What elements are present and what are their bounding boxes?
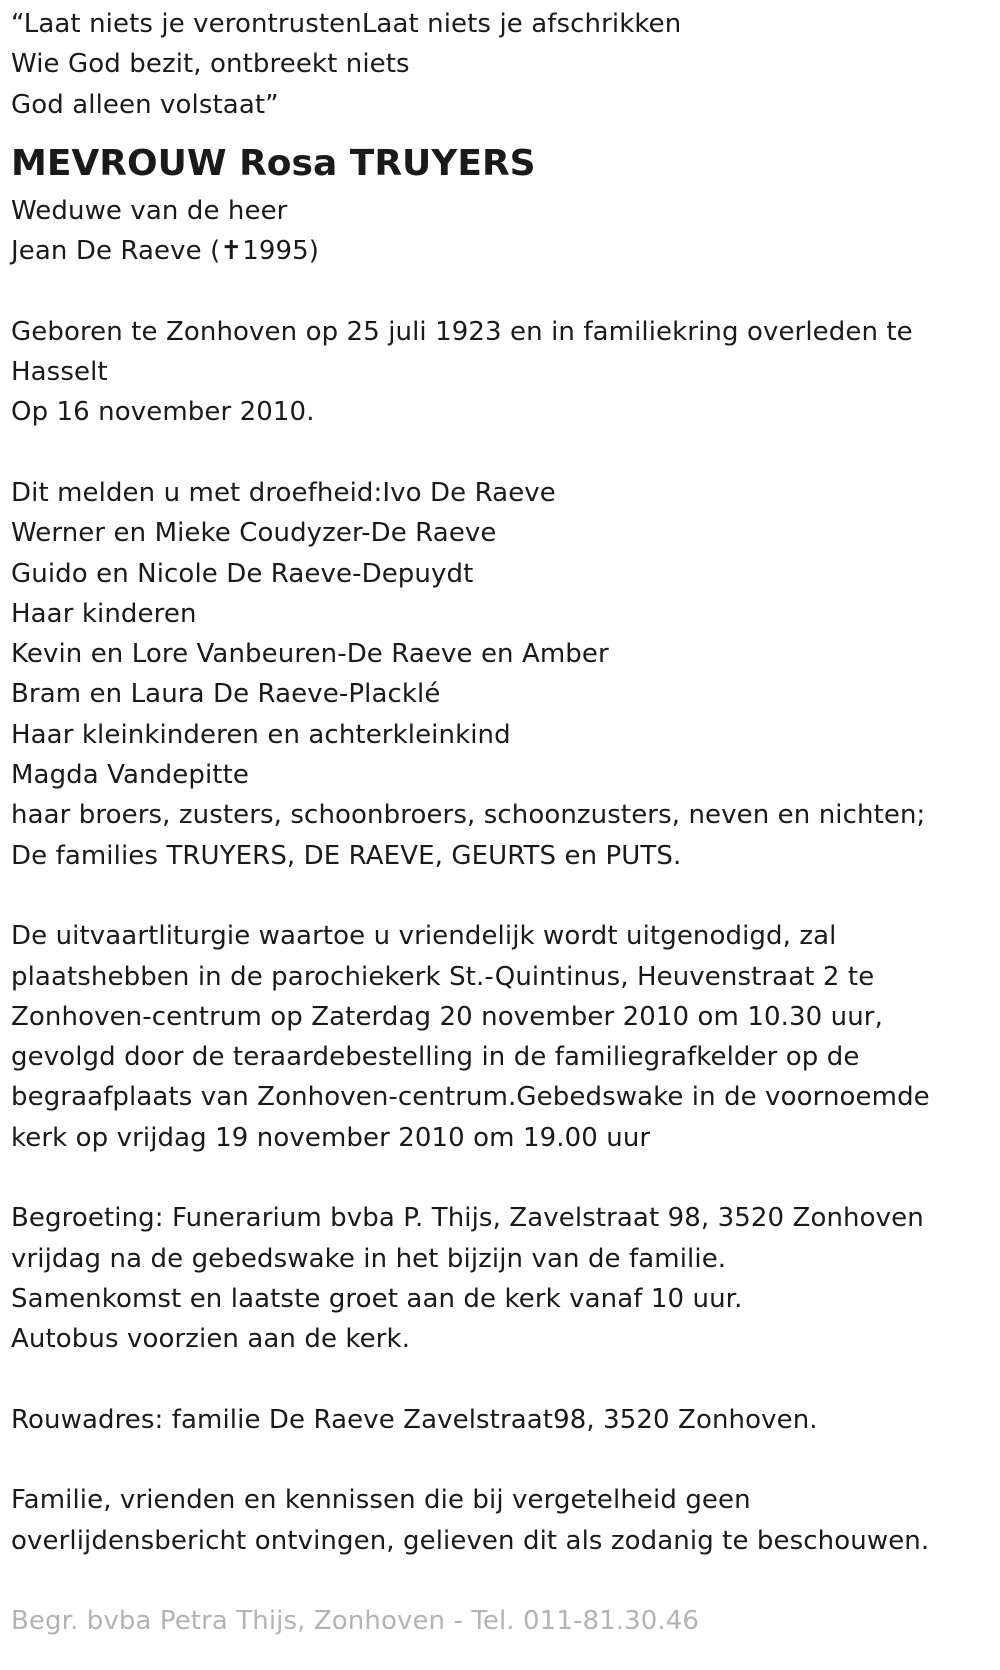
funeral-block [11, 916, 989, 1158]
announcer-line: Guido en Nicole De Raeve-Depuydt [11, 558, 474, 589]
funeral-home-footer: Begr. bvba Petra Thijs, Zonhoven - Tel. 011-81.30.46 [11, 1606, 700, 1637]
spacer [11, 1158, 989, 1198]
announcer-line: De families TRUYERS, DE RAEVE, GEURTS en PUTS. [11, 840, 682, 871]
closing-block [11, 1480, 989, 1561]
closing-line: overlijdensbericht ontvingen, gelieven dit als zodanig te beschouwen. [11, 1525, 930, 1556]
announcer-line: Dit melden u met droefheid:Ivo De Raeve [11, 477, 556, 508]
visitation-block [11, 1198, 989, 1359]
funeral-line: begraafplaats van Zonhoven-centrum.Gebedswake in de voornoemde [11, 1082, 930, 1113]
announcer-line: Magda Vandepitte [11, 760, 249, 791]
birth-death-block [11, 312, 989, 433]
visitation-line: Samenkomst en laatste groet aan de kerk vanaf 10 uur. [11, 1283, 743, 1314]
visitation-line: Autobus voorzien aan de kerk. [11, 1324, 411, 1355]
visitation-line: Begroeting: Funerarium bvba P. Thijs, Zavelstraat 98, 3520 Zonhoven [11, 1203, 924, 1234]
widow-block [11, 191, 989, 272]
widow-line: Weduwe van de heer [11, 195, 288, 226]
announcer-line: Haar kleinkinderen en achterkleinkind [11, 719, 511, 750]
spacer [11, 433, 989, 473]
announcer-line: Haar kinderen [11, 598, 197, 629]
funeral-line: De uitvaartliturgie waartoe u vriendelijk wordt uitgenodigd, zal [11, 921, 837, 952]
visitation-line: vrijdag na de gebedswake in het bijzijn van de familie. [11, 1243, 727, 1274]
closing-line: Familie, vrienden en kennissen die bij vergetelheid geen [11, 1485, 751, 1516]
deceased-name-title: MEVROUW Rosa TRUYERS [11, 142, 536, 184]
quote-line: God alleen volstaat” [11, 89, 279, 120]
birth-death-line: Hasselt [11, 357, 108, 388]
funeral-line: plaatshebben in de parochiekerk St.-Quintinus, Heuvenstraat 2 te [11, 961, 875, 992]
birth-death-line: Geboren te Zonhoven op 25 juli 1923 en in familiekring overleden te [11, 316, 913, 347]
quote-block [11, 4, 989, 125]
spacer [11, 1360, 989, 1400]
spacer [11, 876, 989, 916]
widow-line: Jean De Raeve (✝1995) [11, 236, 320, 267]
spacer [11, 1561, 989, 1601]
quote-line: “Laat niets je verontrustenLaat niets je afschrikken [11, 9, 682, 39]
spacer [11, 271, 989, 311]
announcer-line: haar broers, zusters, schoonbroers, schoonzusters, neven en nichten; [11, 800, 926, 831]
funeral-line: Zonhoven-centrum op Zaterdag 20 november 2010 om 10.30 uur, [11, 1001, 883, 1032]
spacer [11, 1440, 989, 1480]
birth-death-line: Op 16 november 2010. [11, 397, 315, 428]
funeral-line: kerk op vrijdag 19 november 2010 om 19.00 uur [11, 1122, 651, 1153]
announcers-block [11, 473, 989, 876]
announcer-line: Bram en Laura De Raeve-Placklé [11, 679, 441, 710]
funeral-line: gevolgd door de teraardebestelling in de familiegrafkelder op de [11, 1042, 860, 1073]
announcer-line: Kevin en Lore Vanbeuren-De Raeve en Amber [11, 639, 609, 670]
quote-line: Wie God bezit, ontbreekt niets [11, 49, 410, 80]
announcer-line: Werner en Mieke Coudyzer-De Raeve [11, 518, 497, 549]
mourning-address: Rouwadres: familie De Raeve Zavelstraat98, 3520 Zonhoven. [11, 1404, 818, 1435]
